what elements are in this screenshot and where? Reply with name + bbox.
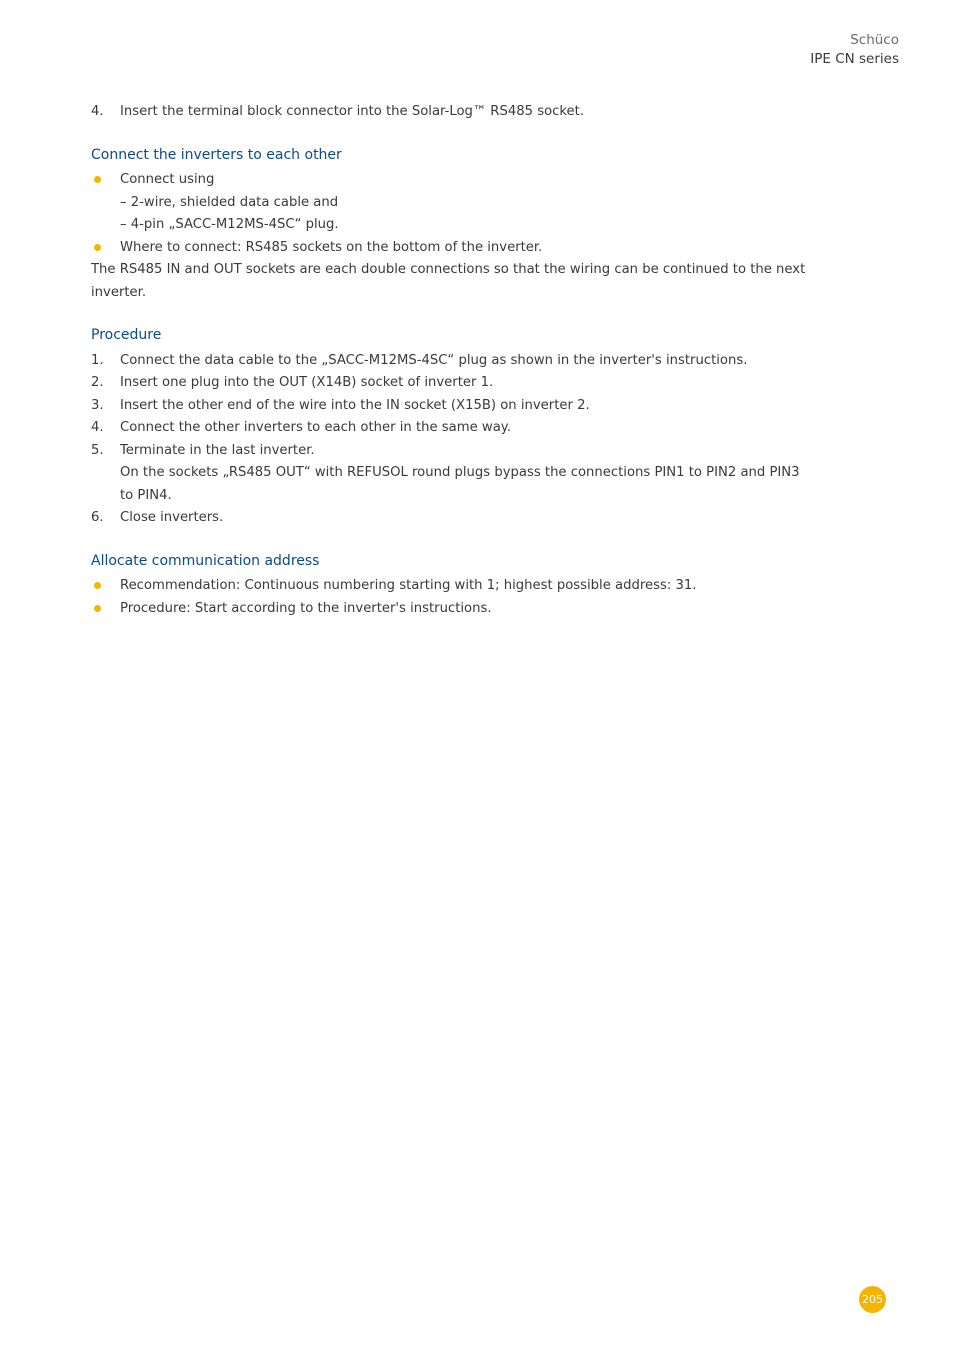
- step-text: Connect the other inverters to each other in the same way.: [120, 420, 511, 435]
- product-series: IPE CN series: [810, 51, 899, 67]
- procedure-step-4: [91, 417, 811, 440]
- step-text: Insert the terminal block connector into the Solar-Log™ RS485 socket.: [120, 104, 585, 119]
- step-note: On the sockets „RS485 OUT“ with REFUSOL round plugs bypass the connections PIN1 to PIN2 and PIN3 to PIN4.: [120, 465, 800, 503]
- step-number: 6.: [91, 510, 104, 525]
- page-number-badge: 205: [859, 1286, 886, 1313]
- bullet-icon: [94, 176, 101, 183]
- connect-heading: Connect the inverters to each other: [91, 146, 342, 163]
- connect-bullet-1: [91, 169, 811, 192]
- procedure-step-1: [91, 350, 811, 373]
- step-text: Connect the data cable to the „SACC-M12MS-4SC“ plug as shown in the inverter's instructions.: [120, 352, 748, 368]
- procedure-step-5: [91, 440, 811, 508]
- step-number: 2.: [91, 375, 104, 390]
- address-heading: Allocate communication address: [91, 552, 320, 569]
- document-body: [91, 101, 811, 620]
- brand-name: Schüco: [850, 32, 899, 48]
- connect-sub-item-2: – 4-pin „SACC-M12MS-4SC“ plug.: [120, 217, 339, 232]
- connect-bullet-2: [91, 237, 811, 260]
- step-text: Insert the other end of the wire into the IN socket (X15B) on inverter 2.: [120, 397, 590, 413]
- step-number: 3.: [91, 397, 104, 413]
- procedure-step-6: [91, 507, 811, 530]
- bullet-icon: [94, 582, 101, 589]
- bullet-text: Recommendation: Continuous numbering starting with 1; highest possible address: 31.: [120, 578, 697, 593]
- intro-step: [91, 101, 811, 124]
- step-text: Terminate in the last inverter.: [120, 442, 315, 458]
- address-bullet-2: [91, 598, 811, 621]
- procedure-heading: Procedure: [91, 327, 162, 343]
- bullet-text: Connect using: [120, 172, 215, 187]
- bullet-icon: [94, 244, 101, 251]
- step-number: 4.: [91, 420, 104, 435]
- procedure-step-3: [91, 395, 811, 418]
- step-text: Insert one plug into the OUT (X14B) socket of inverter 1.: [120, 375, 494, 390]
- step-text: Close inverters.: [120, 510, 224, 525]
- step-number: 4.: [91, 104, 104, 119]
- procedure-step-2: [91, 372, 811, 395]
- bullet-icon: [94, 605, 101, 612]
- bullet-text: Procedure: Start according to the inverter's instructions.: [120, 600, 492, 616]
- step-number: 1.: [91, 352, 104, 368]
- address-bullet-1: [91, 575, 811, 598]
- bullet-text: Where to connect: RS485 sockets on the bottom of the inverter.: [120, 239, 543, 255]
- connect-paragraph: The RS485 IN and OUT sockets are each double connections so that the wiring can be continued to the next inverter.: [91, 262, 806, 300]
- page-header: [810, 31, 899, 69]
- step-number: 5.: [91, 442, 104, 458]
- connect-sub-item-1: – 2-wire, shielded data cable and: [120, 194, 339, 210]
